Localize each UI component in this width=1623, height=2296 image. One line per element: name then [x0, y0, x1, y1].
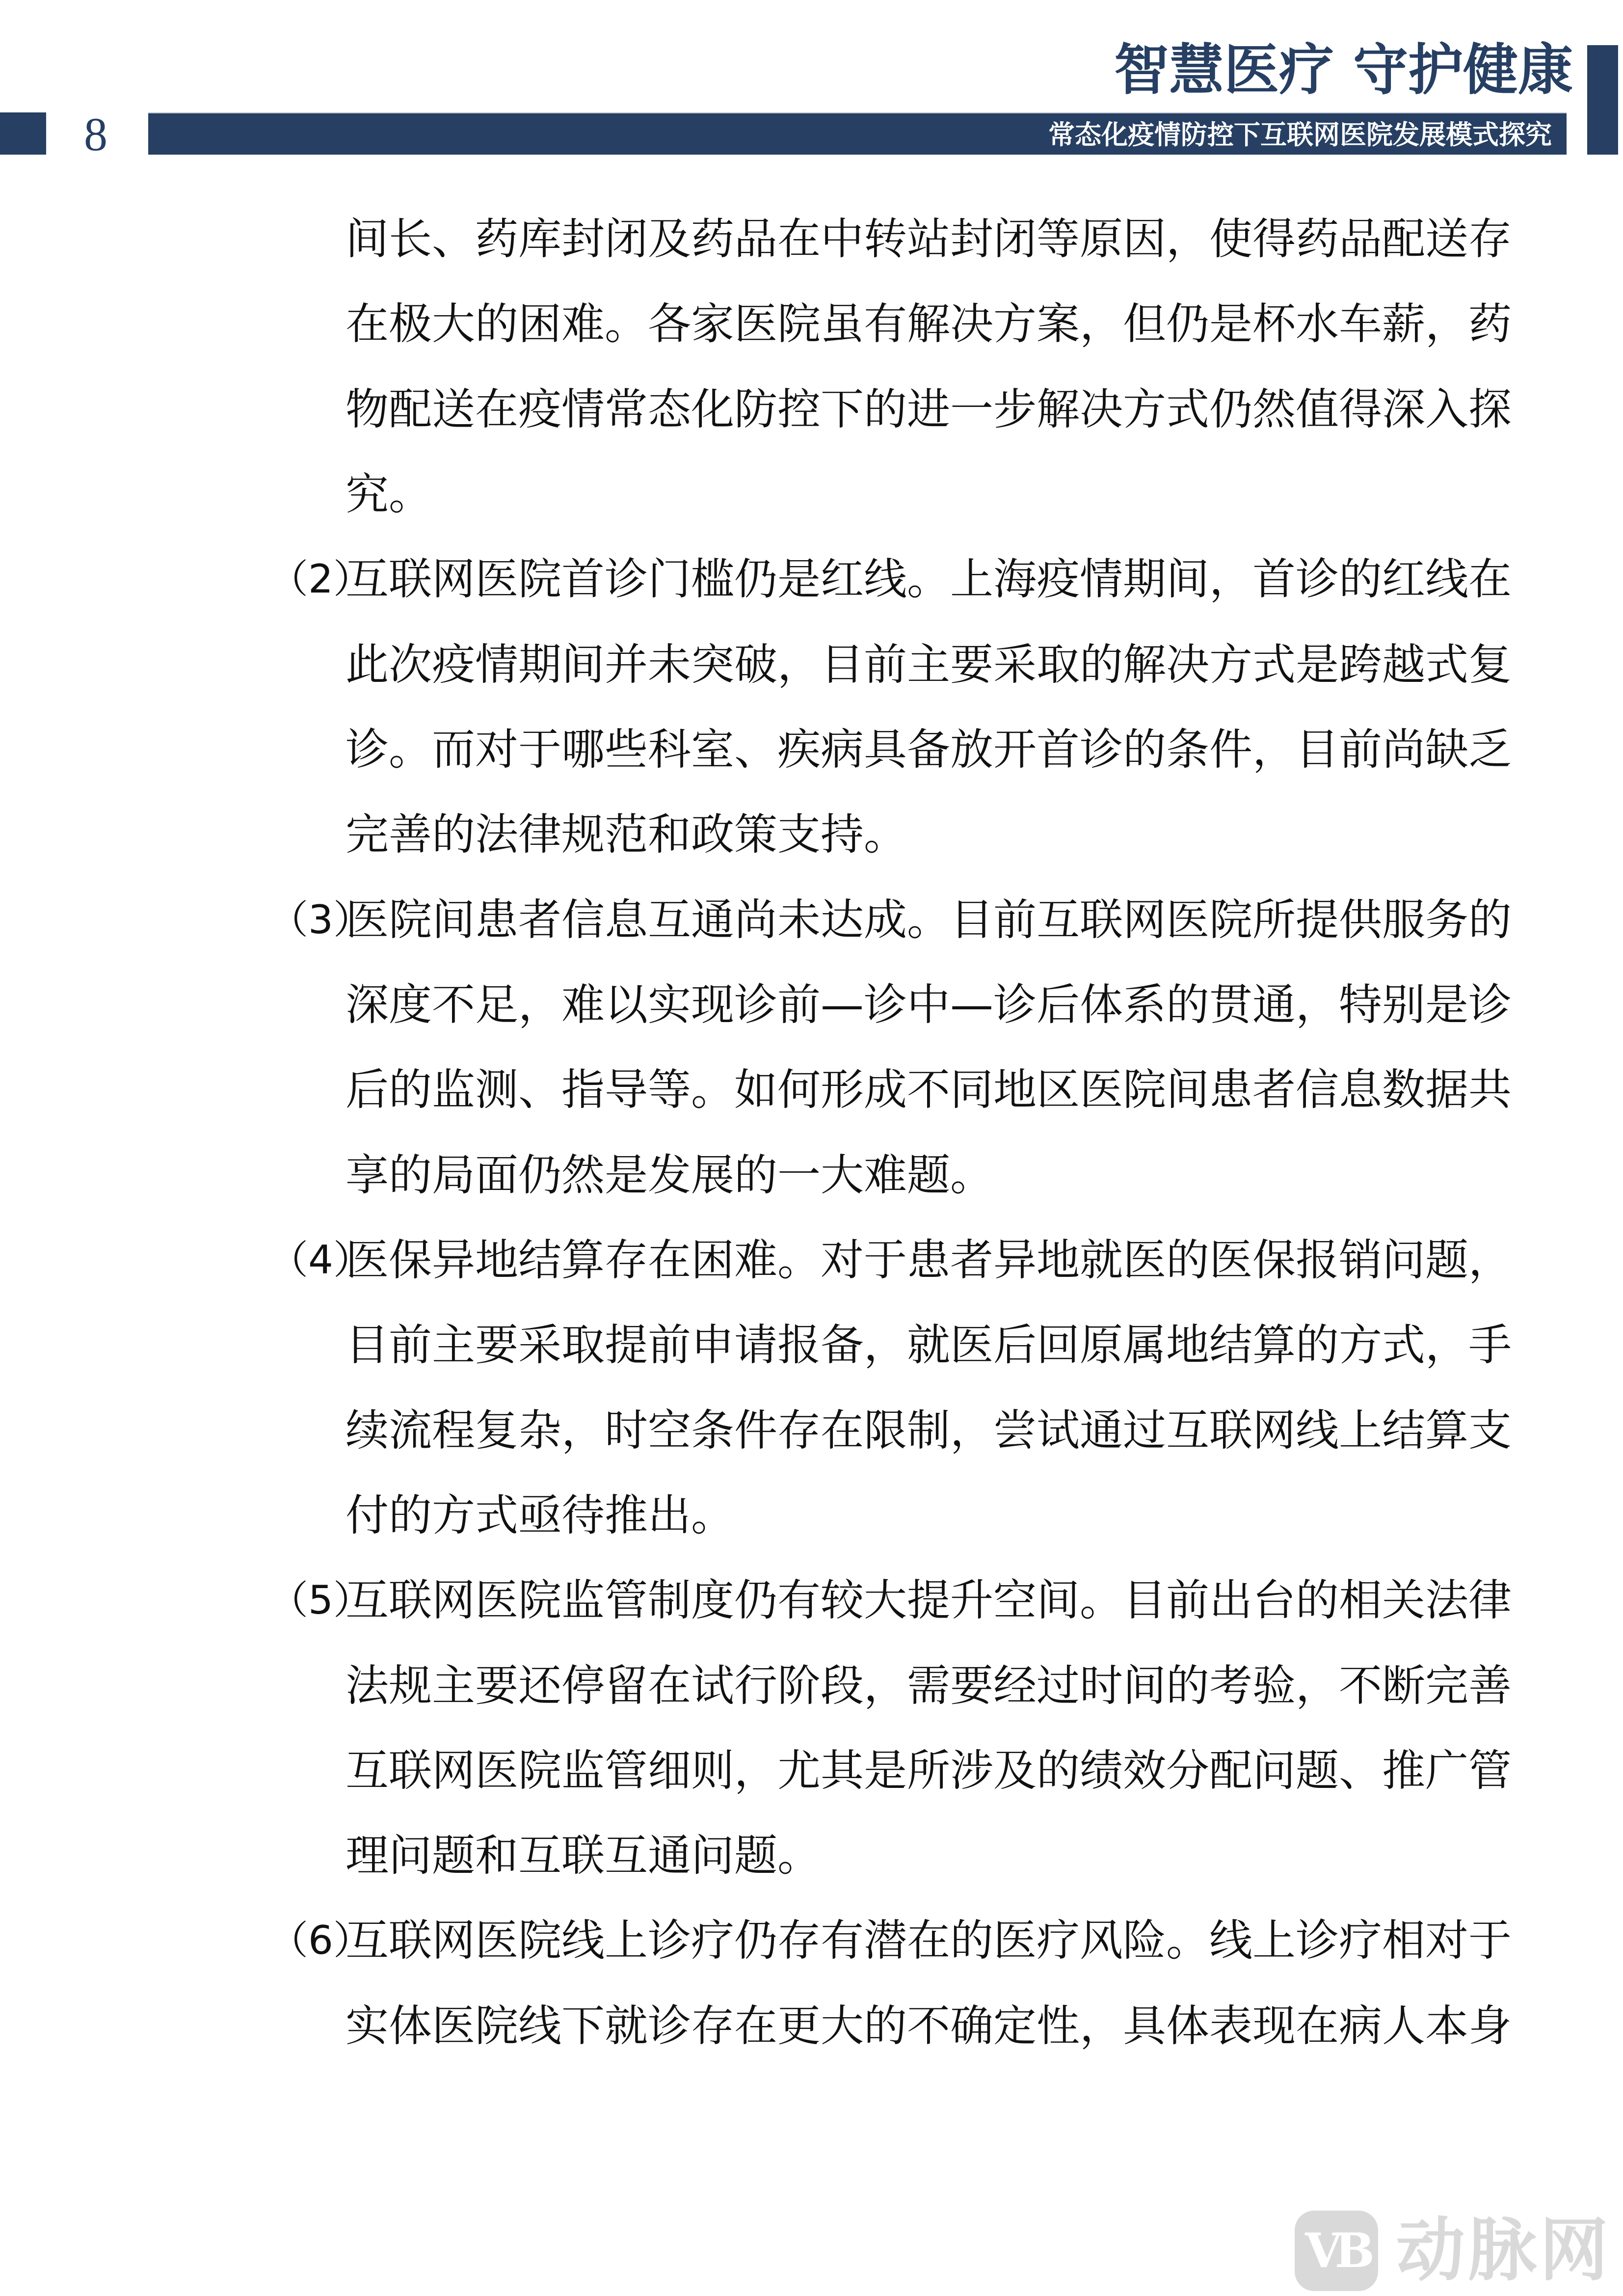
- watermark-logo-icon: [1295, 2211, 1378, 2291]
- body-line: 诊。而对于哪些科室、疾病具备放开首诊的条件，目前尚缺乏: [346, 724, 1512, 775]
- body-line: 深度不足，难以实现诊前—诊中—诊后体系的贯通，特别是诊: [346, 979, 1512, 1030]
- body-line: 医保异地结算存在困难。对于患者异地就医的医保报销问题，: [346, 1235, 1512, 1285]
- body-line: 互联网医院监管细则，尤其是所涉及的绩效分配问题、推广管: [346, 1745, 1512, 1796]
- body-line: 付的方式亟待推出。: [346, 1490, 735, 1540]
- body-line: 续流程复杂，时空条件存在限制，尝试通过互联网线上结算支: [346, 1405, 1512, 1456]
- body-line: 此次疫情期间并未突破，目前主要采取的解决方式是跨越式复: [346, 639, 1512, 690]
- body-line: 间长、药库封闭及药品在中转站封闭等原因，使得药品配送存: [346, 214, 1512, 264]
- body-line: 完善的法律规范和政策支持。: [346, 809, 907, 860]
- watermark-logo-letters: VB: [1305, 2223, 1368, 2278]
- body-line: 医院间患者信息互通尚未达成。目前互联网医院所提供服务的: [346, 894, 1512, 945]
- header-title: 智慧医疗 守护健康: [1114, 38, 1573, 102]
- body-line: 在极大的困难。各家医院虽有解决方案，但仍是杯水车薪，药: [346, 298, 1512, 349]
- header-subtitle: 常态化疫情防控下互联网医院发展模式探究: [1048, 119, 1552, 150]
- list-marker: （4）: [269, 1237, 372, 1283]
- page-number-accent-block: [0, 112, 46, 155]
- body-line: 互联网医院首诊门槛仍是红线。上海疫情期间，首诊的红线在: [346, 554, 1512, 604]
- body-line: 互联网医院线上诊疗仍存有潜在的医疗风险。线上诊疗相对于: [346, 1915, 1512, 1966]
- body-line: 物配送在疫情常态化防控下的进一步解决方式仍然值得深入探: [346, 384, 1512, 434]
- header-banner: [148, 112, 1567, 155]
- page-number: 8: [84, 108, 107, 161]
- list-marker: （3）: [269, 897, 372, 943]
- list-marker: （5）: [269, 1577, 372, 1623]
- body-line: 享的局面仍然是发展的一大难题。: [346, 1150, 994, 1200]
- list-marker: （6）: [269, 1918, 372, 1963]
- body-line: 实体医院线下就诊存在更大的不确定性，具体表现在病人本身: [346, 2000, 1512, 2051]
- body-line: 目前主要采取提前申请报备，就医后回原属地结算的方式，手: [346, 1320, 1512, 1370]
- body-line: 互联网医院监管制度仍有较大提升空间。目前出台的相关法律: [346, 1575, 1512, 1625]
- list-marker: （2）: [269, 556, 372, 602]
- body-line: 后的监测、指导等。如何形成不同地区医院间患者信息数据共: [346, 1064, 1512, 1115]
- body-line: 理问题和互联互通问题。: [346, 1830, 821, 1881]
- body-line: 法规主要还停留在试行阶段，需要经过时间的考验，不断完善: [346, 1660, 1512, 1711]
- header-accent-bar: [1587, 45, 1618, 155]
- watermark-text: 动脉网: [1396, 2211, 1612, 2291]
- body-line: 究。: [346, 469, 432, 519]
